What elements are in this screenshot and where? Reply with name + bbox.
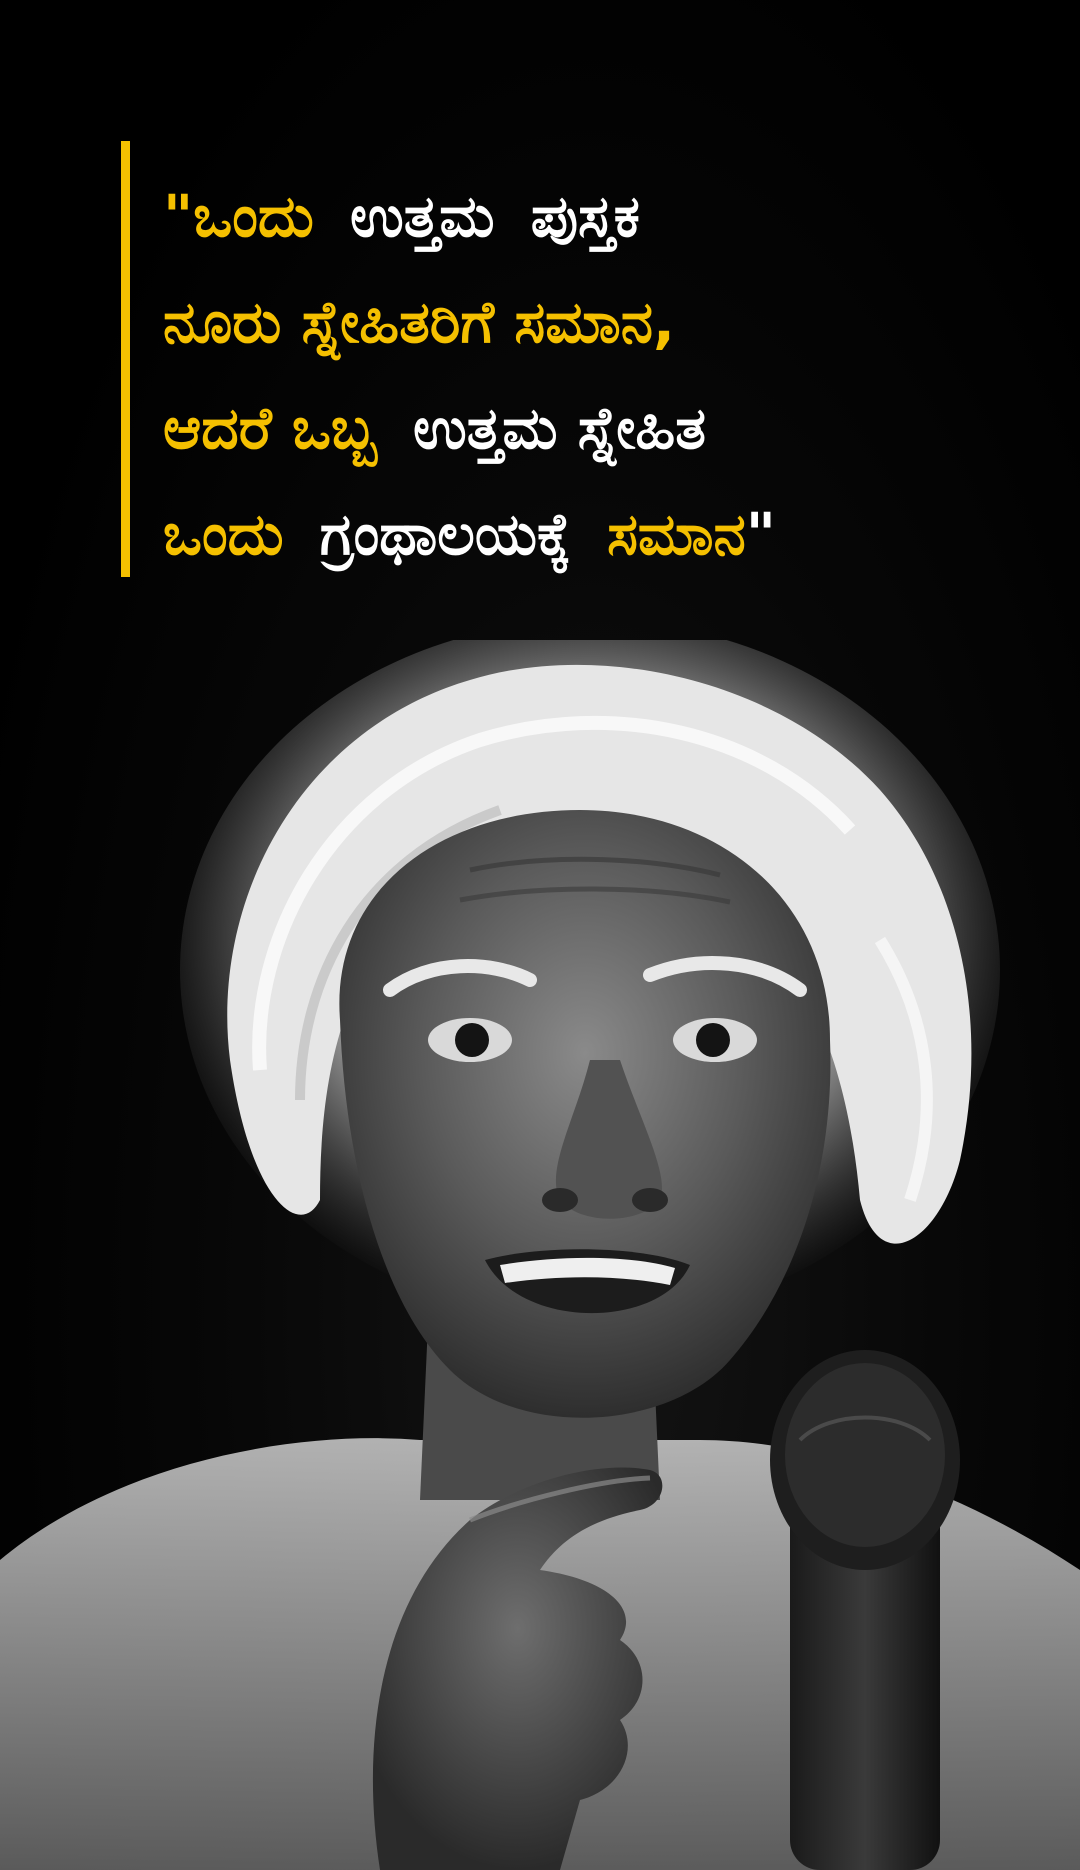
quote-segment: ಉತ್ತಮ ಸ್ನೇಹಿತ xyxy=(413,394,706,462)
quote-segment: ಪುಸ್ತಕ xyxy=(530,182,640,250)
portrait-photo xyxy=(0,640,1080,1870)
quote-segment: ಉತ್ತಮ xyxy=(350,182,495,250)
quote-accent-bar xyxy=(121,141,130,577)
quote-segment: ಸಮಾನ xyxy=(607,500,746,568)
quote-segment: ನೂರು ಸ್ನೇಹಿತರಿಗೆ ಸಮಾನ, xyxy=(163,288,676,356)
quote-segment: " xyxy=(745,500,776,568)
quote-segment: ಗ್ರಂಥಾಲಯಕ್ಕೆ xyxy=(319,500,571,568)
quote-segment: ಆದರೆ ಒಬ್ಬ xyxy=(163,394,377,462)
quote-line-1 xyxy=(163,163,1043,269)
quote-line-4 xyxy=(163,481,1043,587)
quote-segment: "ಒಂದು xyxy=(163,182,314,250)
quote-text xyxy=(163,163,1043,587)
quote-line-3 xyxy=(163,375,1043,481)
quote-line-2 xyxy=(163,269,1043,375)
quote-segment: ಒಂದು xyxy=(163,500,284,568)
